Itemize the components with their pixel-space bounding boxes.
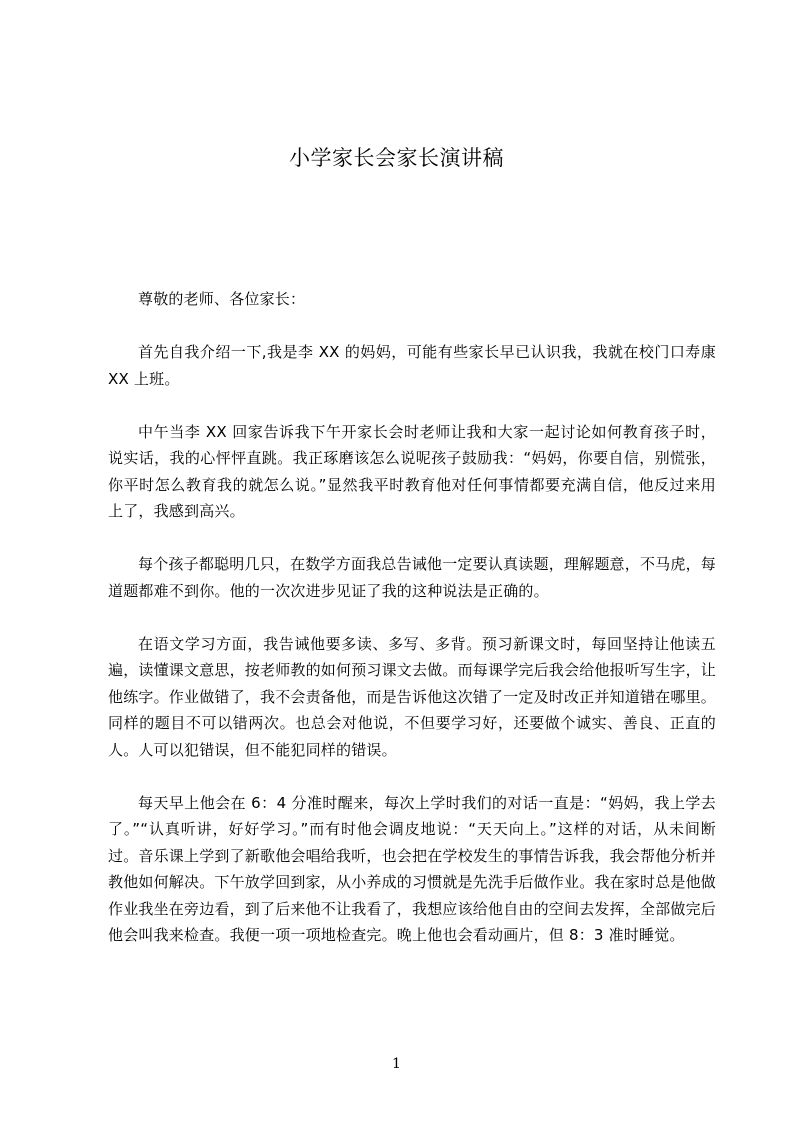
paragraph-intro: 首先自我介绍一下,我是李 XX 的妈妈，可能有些家长早已认识我，我就在校门口寿康 XX 上班。: [108, 343, 716, 388]
page-number: 1: [392, 1056, 401, 1072]
salutation: 尊敬的老师、各位家长：: [138, 290, 306, 308]
paragraph-daily-routine: 每天早上他会在 6：4 分准时醒来，每次上学时我们的对话一直是：“妈妈，我上学去了。”“认真听讲，好好学习。”而有时他会调皮地说：“天天向上。”这样的对话，从未间断过。音乐课上学到了新歌他会唱给我听，也会把在学校发生的事情告诉我，我会帮他分析并教他如何解决。下午放学回到家，从小养成的习惯就是先洗手后做作业。我在家时总是他做作业我坐在旁边看，到了后来他不让我看了，我想应该给他自由的空间去发挥，全部做完后他会叫我来检查。我便一项一项地检查完。晚上他也会看动画片，但 8：3 准时睡觉。: [108, 793, 717, 944]
paragraph-encouragement: 中午当李 XX 回家告诉我下午开家长会时老师让我和大家一起讨论如何教育孩子时，说实话，我的心怦怦直跳。我正琢磨该怎么说呢孩子鼓励我：“妈妈，你要自信，别慌张，你平时怎么教育我的就怎么说。”显然我平时教育他对任何事情都要充满自信，他反过来用上了，我感到高兴。: [108, 422, 716, 520]
document-body: [108, 286, 716, 949]
paragraph-math: 每个孩子都聪明几只，在数学方面我总告诫他一定要认真读题，理解题意，不马虎，每道题都难不到你。他的一次次进步见证了我的这种说法是正确的。: [108, 555, 716, 600]
document-title: 小学家长会家长演讲稿: [289, 146, 504, 170]
paragraph-chinese: 在语文学习方面，我告诫他要多读、多写、多背。预习新课文时，每回坚持让他读五遍，读懂课文意思，按老师教的如何预习课文去做。而每课学完后我会给他报听写生字，让他练字。作业做错了，我不会责备他，而是告诉他这次错了一定及时改正并知道错在哪里。同样的题目不可以错两次。也总会对他说，不但要学习好，还要做个诚实、善良、正直的人。人可以犯错误，但不能犯同样的错误。: [108, 634, 717, 759]
